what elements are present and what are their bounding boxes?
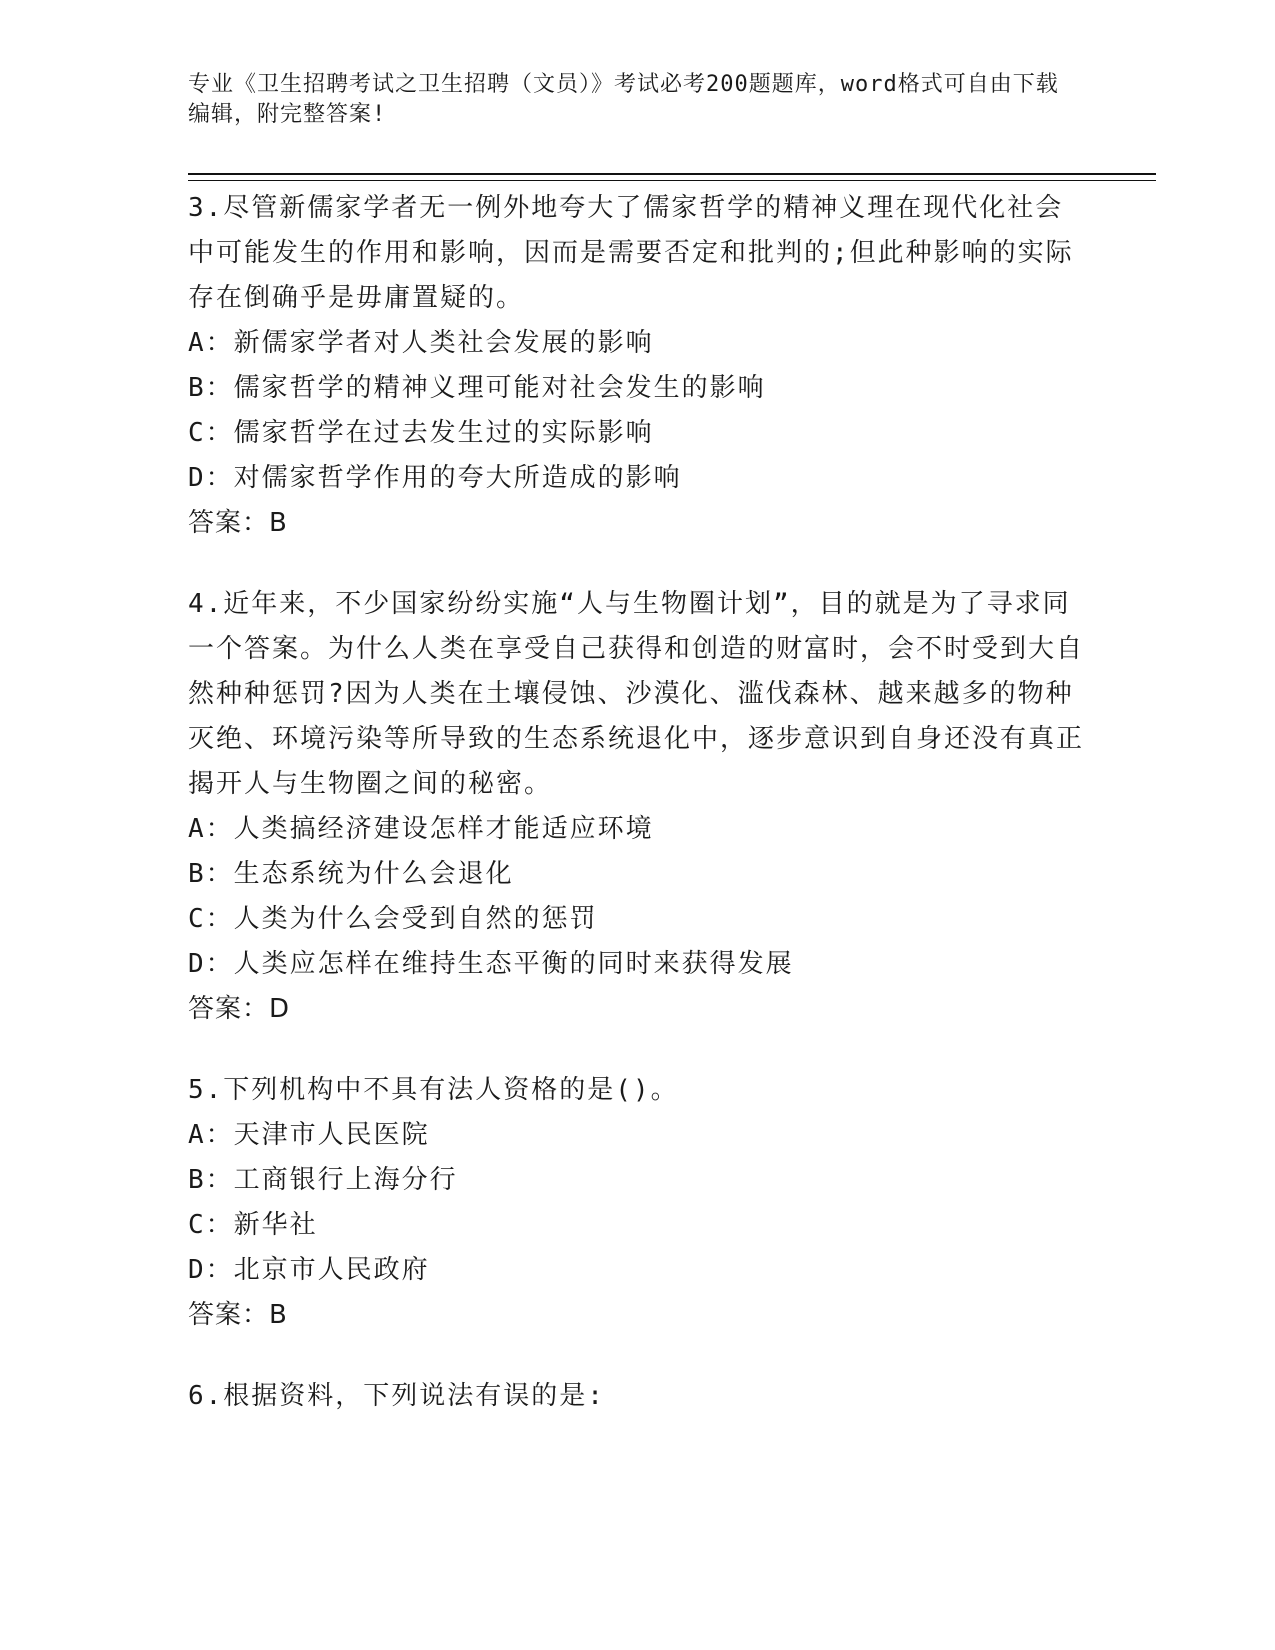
option-c: C：人类为什么会受到自然的惩罚	[188, 904, 598, 934]
question-list	[188, 186, 1088, 1455]
document-header: 专业《卫生招聘考试之卫生招聘（文员）》考试必考200题题库，word格式可自由下载编辑，附完整答案!	[188, 72, 1059, 127]
question-stem: 3.尽管新儒家学者无一例外地夸大了儒家哲学的精神义理在现代化社会中可能发生的作用和影响，因而是需要否定和批判的;但此种影响的实际存在倒确乎是毋庸置疑的。	[188, 193, 1074, 313]
option-a: A：天津市人民医院	[188, 1120, 430, 1150]
question-stem: 4.近年来，不少国家纷纷实施“人与生物圈计划”，目的就是为了寻求同一个答案。为什么人类在享受自己获得和创造的财富时，会不时受到大自然种种惩罚?因为人类在土壤侵蚀、沙漠化、滥伐森林、越来越多的物种灭绝、环境污染等所导致的生态系统退化中，逐步意识到自身还没有真正揭开人与生物圈之间的秘密。	[188, 589, 1085, 799]
option-b: B：儒家哲学的精神义理可能对社会发生的影响	[188, 373, 766, 403]
option-a: A：新儒家学者对人类社会发展的影响	[188, 328, 654, 358]
header-divider	[188, 173, 1156, 175]
option-b: B：工商银行上海分行	[188, 1165, 458, 1195]
header-divider-thin	[188, 180, 1156, 181]
option-a: A：人类搞经济建设怎样才能适应环境	[188, 814, 654, 844]
answer-line: 答案：B	[188, 1300, 288, 1330]
option-d: D：人类应怎样在维持生态平衡的同时来获得发展	[188, 949, 794, 979]
option-c: C：儒家哲学在过去发生过的实际影响	[188, 418, 654, 448]
option-b: B：生态系统为什么会退化	[188, 859, 514, 889]
question-stem: 5.下列机构中不具有法人资格的是()。	[188, 1075, 679, 1105]
question-4	[188, 582, 1088, 1032]
answer-line: 答案：B	[188, 508, 288, 538]
question-stem: 6.根据资料，下列说法有误的是:	[188, 1381, 605, 1411]
option-d: D：对儒家哲学作用的夸大所造成的影响	[188, 463, 682, 493]
answer-line: 答案：D	[188, 994, 291, 1024]
question-5	[188, 1068, 1088, 1338]
option-d: D：北京市人民政府	[188, 1255, 430, 1285]
option-c: C：新华社	[188, 1210, 318, 1240]
question-6	[188, 1374, 1088, 1419]
question-3	[188, 186, 1088, 546]
